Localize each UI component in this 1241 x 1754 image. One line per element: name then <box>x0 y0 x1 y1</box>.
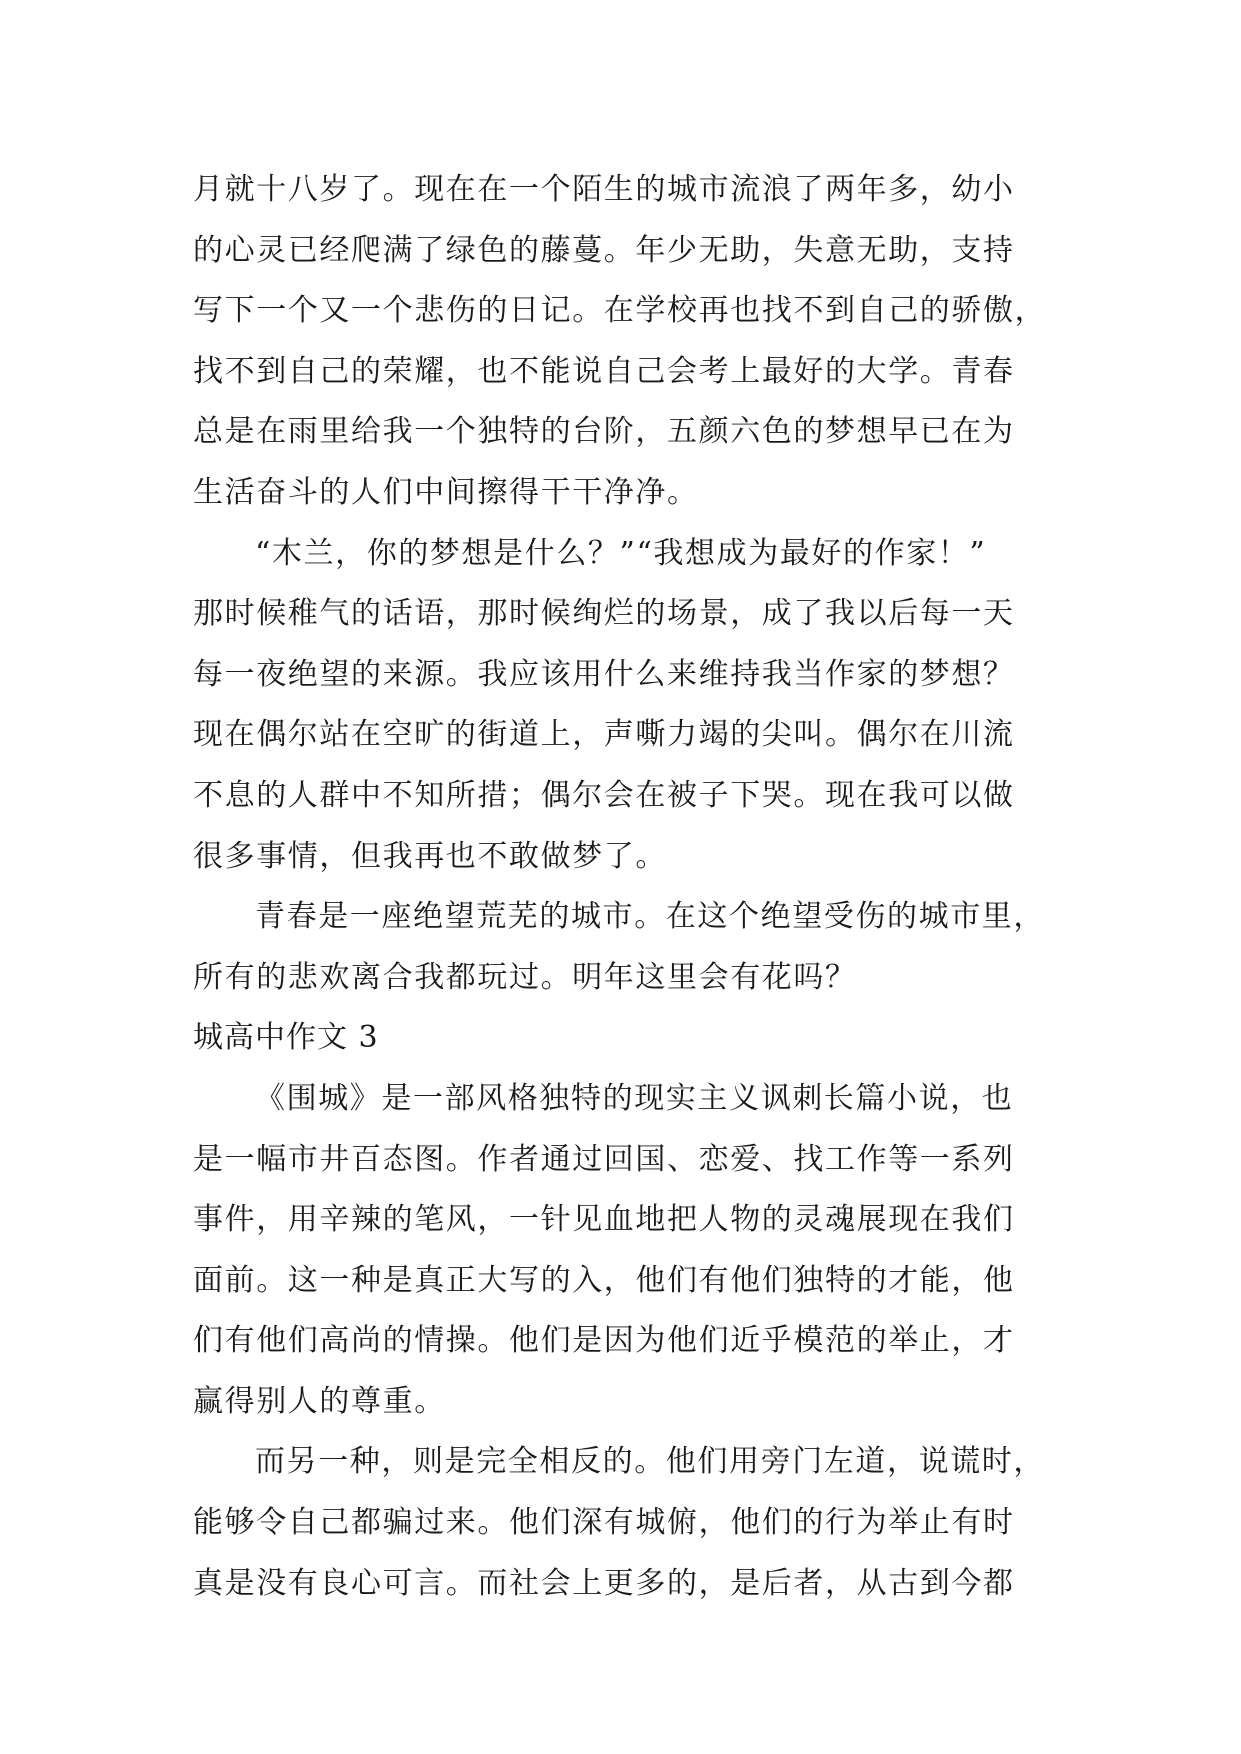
paragraph-start-line: “木兰，你的梦想是什么？”“我想成为最好的作家！” <box>255 535 987 571</box>
text-line: 是一幅市井百态图。作者通过回国、恋爱、找工作等一系列 <box>193 1141 1015 1177</box>
text-line: 找不到自己的荣耀，也不能说自己会考上最好的大学。青春 <box>193 353 1015 389</box>
text-line: 总是在雨里给我一个独特的台阶，五颜六色的梦想早已在为 <box>193 414 1015 450</box>
text-line: 真是没有良心可言。而社会上更多的，是后者，从古到今都 <box>193 1565 1015 1601</box>
text-line: 每一夜绝望的来源。我应该用什么来维持我当作家的梦想？ <box>193 656 1015 692</box>
text-line: 的心灵已经爬满了绿色的藤蔓。年少无助，失意无助，支持 <box>193 232 1015 268</box>
text-line: 很多事情，但我再也不敢做梦了。 <box>193 838 667 874</box>
paragraph-start-line: 青春是一座绝望荒芜的城市。在这个绝望受伤的城市里， <box>255 899 1045 935</box>
paragraph-start-line: 而另一种，则是完全相反的。他们用旁门左道，说谎时， <box>255 1444 1045 1480</box>
text-line: 生活奋斗的人们中间擦得干干净净。 <box>193 474 699 510</box>
section-heading: 城高中作文 3 <box>193 1020 379 1056</box>
text-line: 赢得别人的尊重。 <box>193 1383 446 1419</box>
text-line: 不息的人群中不知所措；偶尔会在被子下哭。现在我可以做 <box>193 777 1015 813</box>
text-line: 现在偶尔站在空旷的街道上，声嘶力竭的尖叫。偶尔在川流 <box>193 717 1015 753</box>
text-line: 所有的悲欢离合我都玩过。明年这里会有花吗？ <box>193 959 857 995</box>
text-line: 能够令自己都骗过来。他们深有城俯，他们的行为举止有时 <box>193 1505 1015 1541</box>
document-body <box>193 160 1093 1614</box>
text-line: 那时候稚气的话语，那时候绚烂的场景，成了我以后每一天 <box>193 596 1015 632</box>
text-line: 写下一个又一个悲伤的日记。在学校再也找不到自己的骄傲， <box>193 293 1047 329</box>
paragraph-start-line: 《围城》是一部风格独特的现实主义讽刺长篇小说，也 <box>255 1080 1014 1116</box>
text-line: 事件，用辛辣的笔风，一针见血地把人物的灵魂展现在我们 <box>193 1202 1015 1238</box>
text-line: 们有他们高尚的情操。他们是因为他们近乎模范的举止，才 <box>193 1323 1015 1359</box>
text-line: 面前。这一种是真正大写的入，他们有他们独特的才能，他 <box>193 1262 1015 1298</box>
text-line: 月就十八岁了。现在在一个陌生的城市流浪了两年多，幼小 <box>193 172 1015 207</box>
